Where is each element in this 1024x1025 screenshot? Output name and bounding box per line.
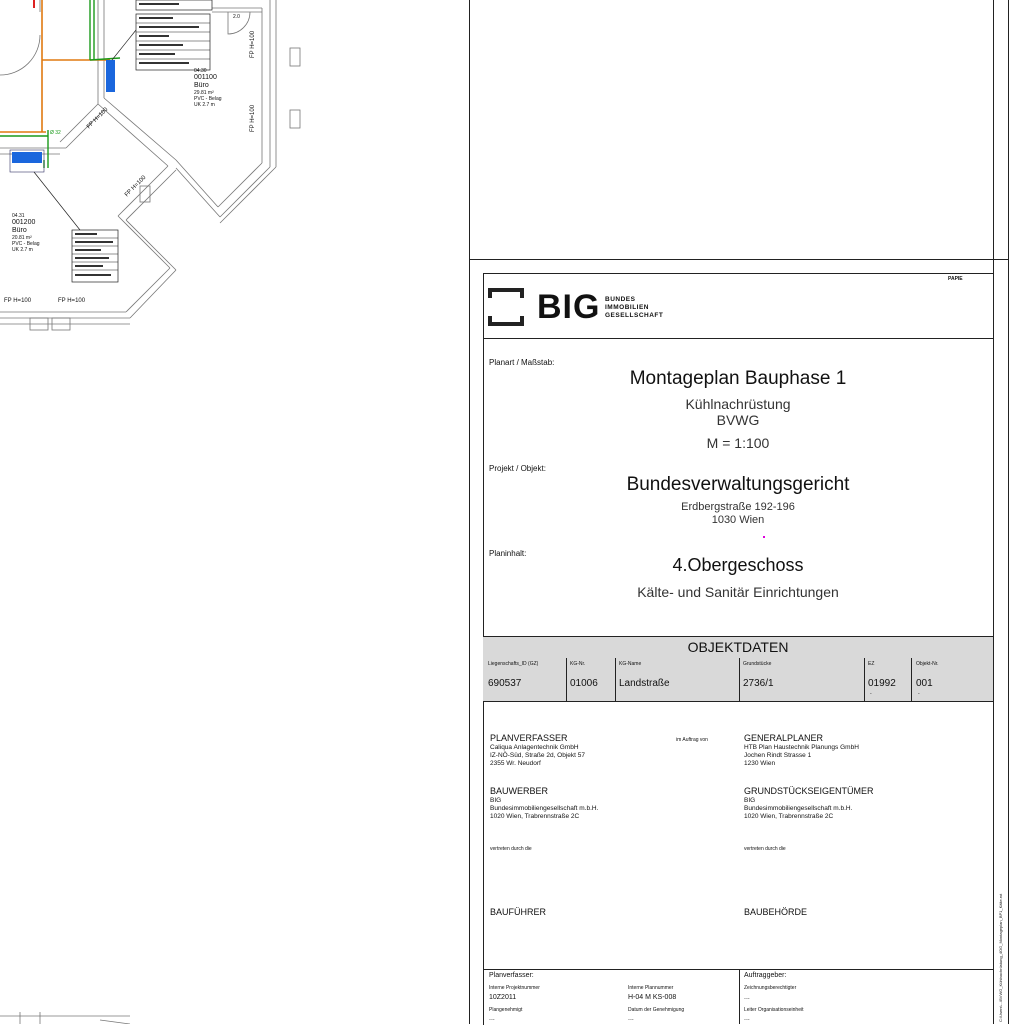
datum-label: Datum der Genehmigung: [628, 1007, 685, 1013]
room-name: Büro: [194, 82, 209, 89]
eigentuemer-block: [744, 786, 874, 821]
leiter-value: ...: [744, 1015, 750, 1022]
table-cell: 01006: [570, 678, 598, 689]
projektnummer-label: Interne Projektnummer: [489, 985, 540, 991]
divider: [483, 969, 993, 970]
table-dash: -: [918, 691, 920, 697]
projekt-name: Bundesverwaltungsgericht: [626, 474, 850, 495]
fp-label: FP H=100: [124, 174, 148, 199]
planverfasser-label: PLANVERFASSER: [490, 733, 568, 743]
room-code: 001200: [12, 219, 36, 226]
zeichnungs-label: Zeichnungsberechtigter: [744, 985, 797, 991]
plan-scale: M = 1:100: [706, 435, 770, 451]
planinhalt-label: Planinhalt:: [489, 549, 527, 558]
room-code: 001100: [194, 74, 217, 81]
generalplaner-line: HTB Plan Haustechnik Planungs GmbH: [744, 744, 859, 751]
table-header: Grundstücke: [743, 661, 772, 667]
room-label-b: [12, 213, 40, 253]
bauwerber-line: Bundesimmobiliengesellschaft m.b.H.: [490, 805, 599, 812]
fp-label: FP H=100: [58, 298, 86, 304]
room-area: 29.81 m²: [194, 90, 214, 96]
datum-value: ...: [628, 1015, 634, 1022]
table-header: Objekt-Nr.: [916, 661, 939, 667]
paper-label: PAPIE: [948, 276, 963, 282]
generalplaner-block: [744, 733, 859, 768]
plan-subtitle-2: BVWG: [716, 412, 760, 428]
fp-label: FP H=100: [86, 106, 110, 131]
room-floor: PVC - Belag: [12, 241, 40, 247]
room-name: Büro: [12, 227, 27, 234]
room-floor: PVC - Belag: [194, 96, 222, 102]
eigentuemer-line: Bundesimmobiliengesellschaft m.b.H.: [744, 805, 853, 812]
projektnummer-value: 10Z2011: [489, 994, 517, 1001]
table-divider: [566, 658, 567, 701]
divider: [470, 259, 1008, 260]
plangenehmigt-label: Plangenehmigt: [489, 1007, 523, 1013]
table-header: Liegenschafts_ID (GZ): [488, 661, 539, 667]
bottom-planverfasser-label: Planverfasser:: [489, 972, 534, 979]
pipe-tag: Ø 32: [50, 130, 61, 136]
floor-title: 4.Obergeschoss: [672, 555, 804, 575]
table-divider: [864, 658, 865, 701]
table-header: KG-Name: [619, 661, 642, 667]
planverfasser-line: Caliqua Anlagentechnik GmbH: [490, 744, 579, 751]
table-cell: 01992: [868, 678, 896, 689]
big-logo-mark: [488, 288, 524, 326]
table-cell: 001: [916, 678, 933, 689]
auftraggeber-label: Auftraggeber:: [744, 972, 787, 979]
table-header: KG-Nr.: [570, 661, 586, 667]
eigentuemer-line: 1020 Wien, Trabrennstraße 2C: [744, 813, 834, 820]
bauwerber-block: [490, 786, 598, 821]
fp-label: FP H=100: [250, 104, 256, 132]
marker-dot: [763, 536, 765, 538]
plan-subtitle: Kühlnachrüstung: [685, 396, 791, 412]
fp-label: FP H=100: [250, 30, 256, 58]
table-header: EZ: [868, 661, 875, 667]
projekt-label: Projekt / Objekt:: [489, 464, 546, 473]
room-height: UK 2.7 m: [194, 102, 215, 108]
baubehoerde-label: BAUBEHÖRDE: [744, 907, 808, 917]
table-cell: 690537: [488, 678, 522, 689]
file-path-text: C:\Users\...\BVWG_Kühlnachrüstung_4OG_Montageplan_BP1_Kälte.rvt: [998, 893, 1003, 1022]
projekt-city: 1030 Wien: [711, 514, 765, 526]
im-auftrag-label: im Auftrag von: [676, 737, 708, 743]
planverfasser-block: [490, 733, 585, 768]
room-height: UK 2.7 m: [12, 247, 33, 253]
generalplaner-line: Jochen Rindt Strasse 1: [744, 752, 812, 759]
table-divider: [911, 658, 912, 701]
table-dash: -: [870, 691, 872, 697]
bauwerber-line: BIG: [490, 797, 502, 804]
sheet-border: [1008, 0, 1009, 1024]
projekt-address: Erdbergstraße 192-196: [681, 501, 795, 513]
divider: [739, 969, 740, 1024]
table-divider: [739, 658, 740, 701]
room-number: 04.30: [194, 68, 207, 74]
plannummer-value: H-04 M KS-008: [628, 994, 677, 1001]
content-title: Kälte- und Sanitär Einrichtungen: [637, 584, 839, 600]
wall-tag: 2.0: [233, 14, 240, 20]
bauwerber-line: 1020 Wien, Trabrennstraße 2C: [490, 813, 580, 820]
table-cell: Landstraße: [619, 678, 670, 689]
room-label-a: [194, 68, 222, 108]
sheet-border: [469, 0, 470, 1024]
plannummer-label: Interne Plannummer: [628, 985, 674, 991]
objektdaten-header: OBJEKTDATEN: [483, 636, 993, 659]
vertreten-label: vertreten durch die: [744, 846, 786, 852]
planverfasser-line: IZ-NÖ-Süd, Straße 2d, Objekt 57: [490, 752, 586, 759]
baufuehrer-label: BAUFÜHRER: [490, 907, 547, 917]
eigentuemer-line: BIG: [744, 797, 756, 804]
plangenehmigt-value: ...: [489, 1015, 495, 1022]
floor-plan-drawing: [0, 0, 470, 1024]
generalplaner-label: GENERALPLANER: [744, 733, 824, 743]
plan-title: Montageplan Bauphase 1: [629, 368, 847, 389]
zeichnungs-value: ...: [744, 994, 750, 1001]
leiter-label: Leiter Organisationseinheit: [744, 1007, 804, 1013]
big-logo-subtitle: [605, 296, 663, 320]
table-cell: 2736/1: [743, 678, 774, 689]
bauwerber-label: BAUWERBER: [490, 786, 549, 796]
fp-label: FP H=100: [4, 298, 32, 304]
logo-line: GESELLSCHAFT: [605, 312, 664, 319]
logo-line: BUNDES: [605, 296, 636, 303]
room-number: 04.31: [12, 213, 25, 219]
planart-label: Planart / Maßstab:: [489, 358, 555, 367]
vertreten-label: vertreten durch die: [490, 846, 532, 852]
logo-line: IMMOBILIEN: [605, 304, 649, 311]
generalplaner-line: 1230 Wien: [744, 760, 776, 767]
table-divider: [615, 658, 616, 701]
room-area: 20.81 m²: [12, 235, 32, 241]
big-logo-text: BIG: [537, 288, 601, 326]
planverfasser-line: 2355 Wr. Neudorf: [490, 760, 541, 767]
divider: [483, 338, 993, 339]
eigentuemer-label: GRUNDSTÜCKSEIGENTÜMER: [744, 786, 874, 796]
